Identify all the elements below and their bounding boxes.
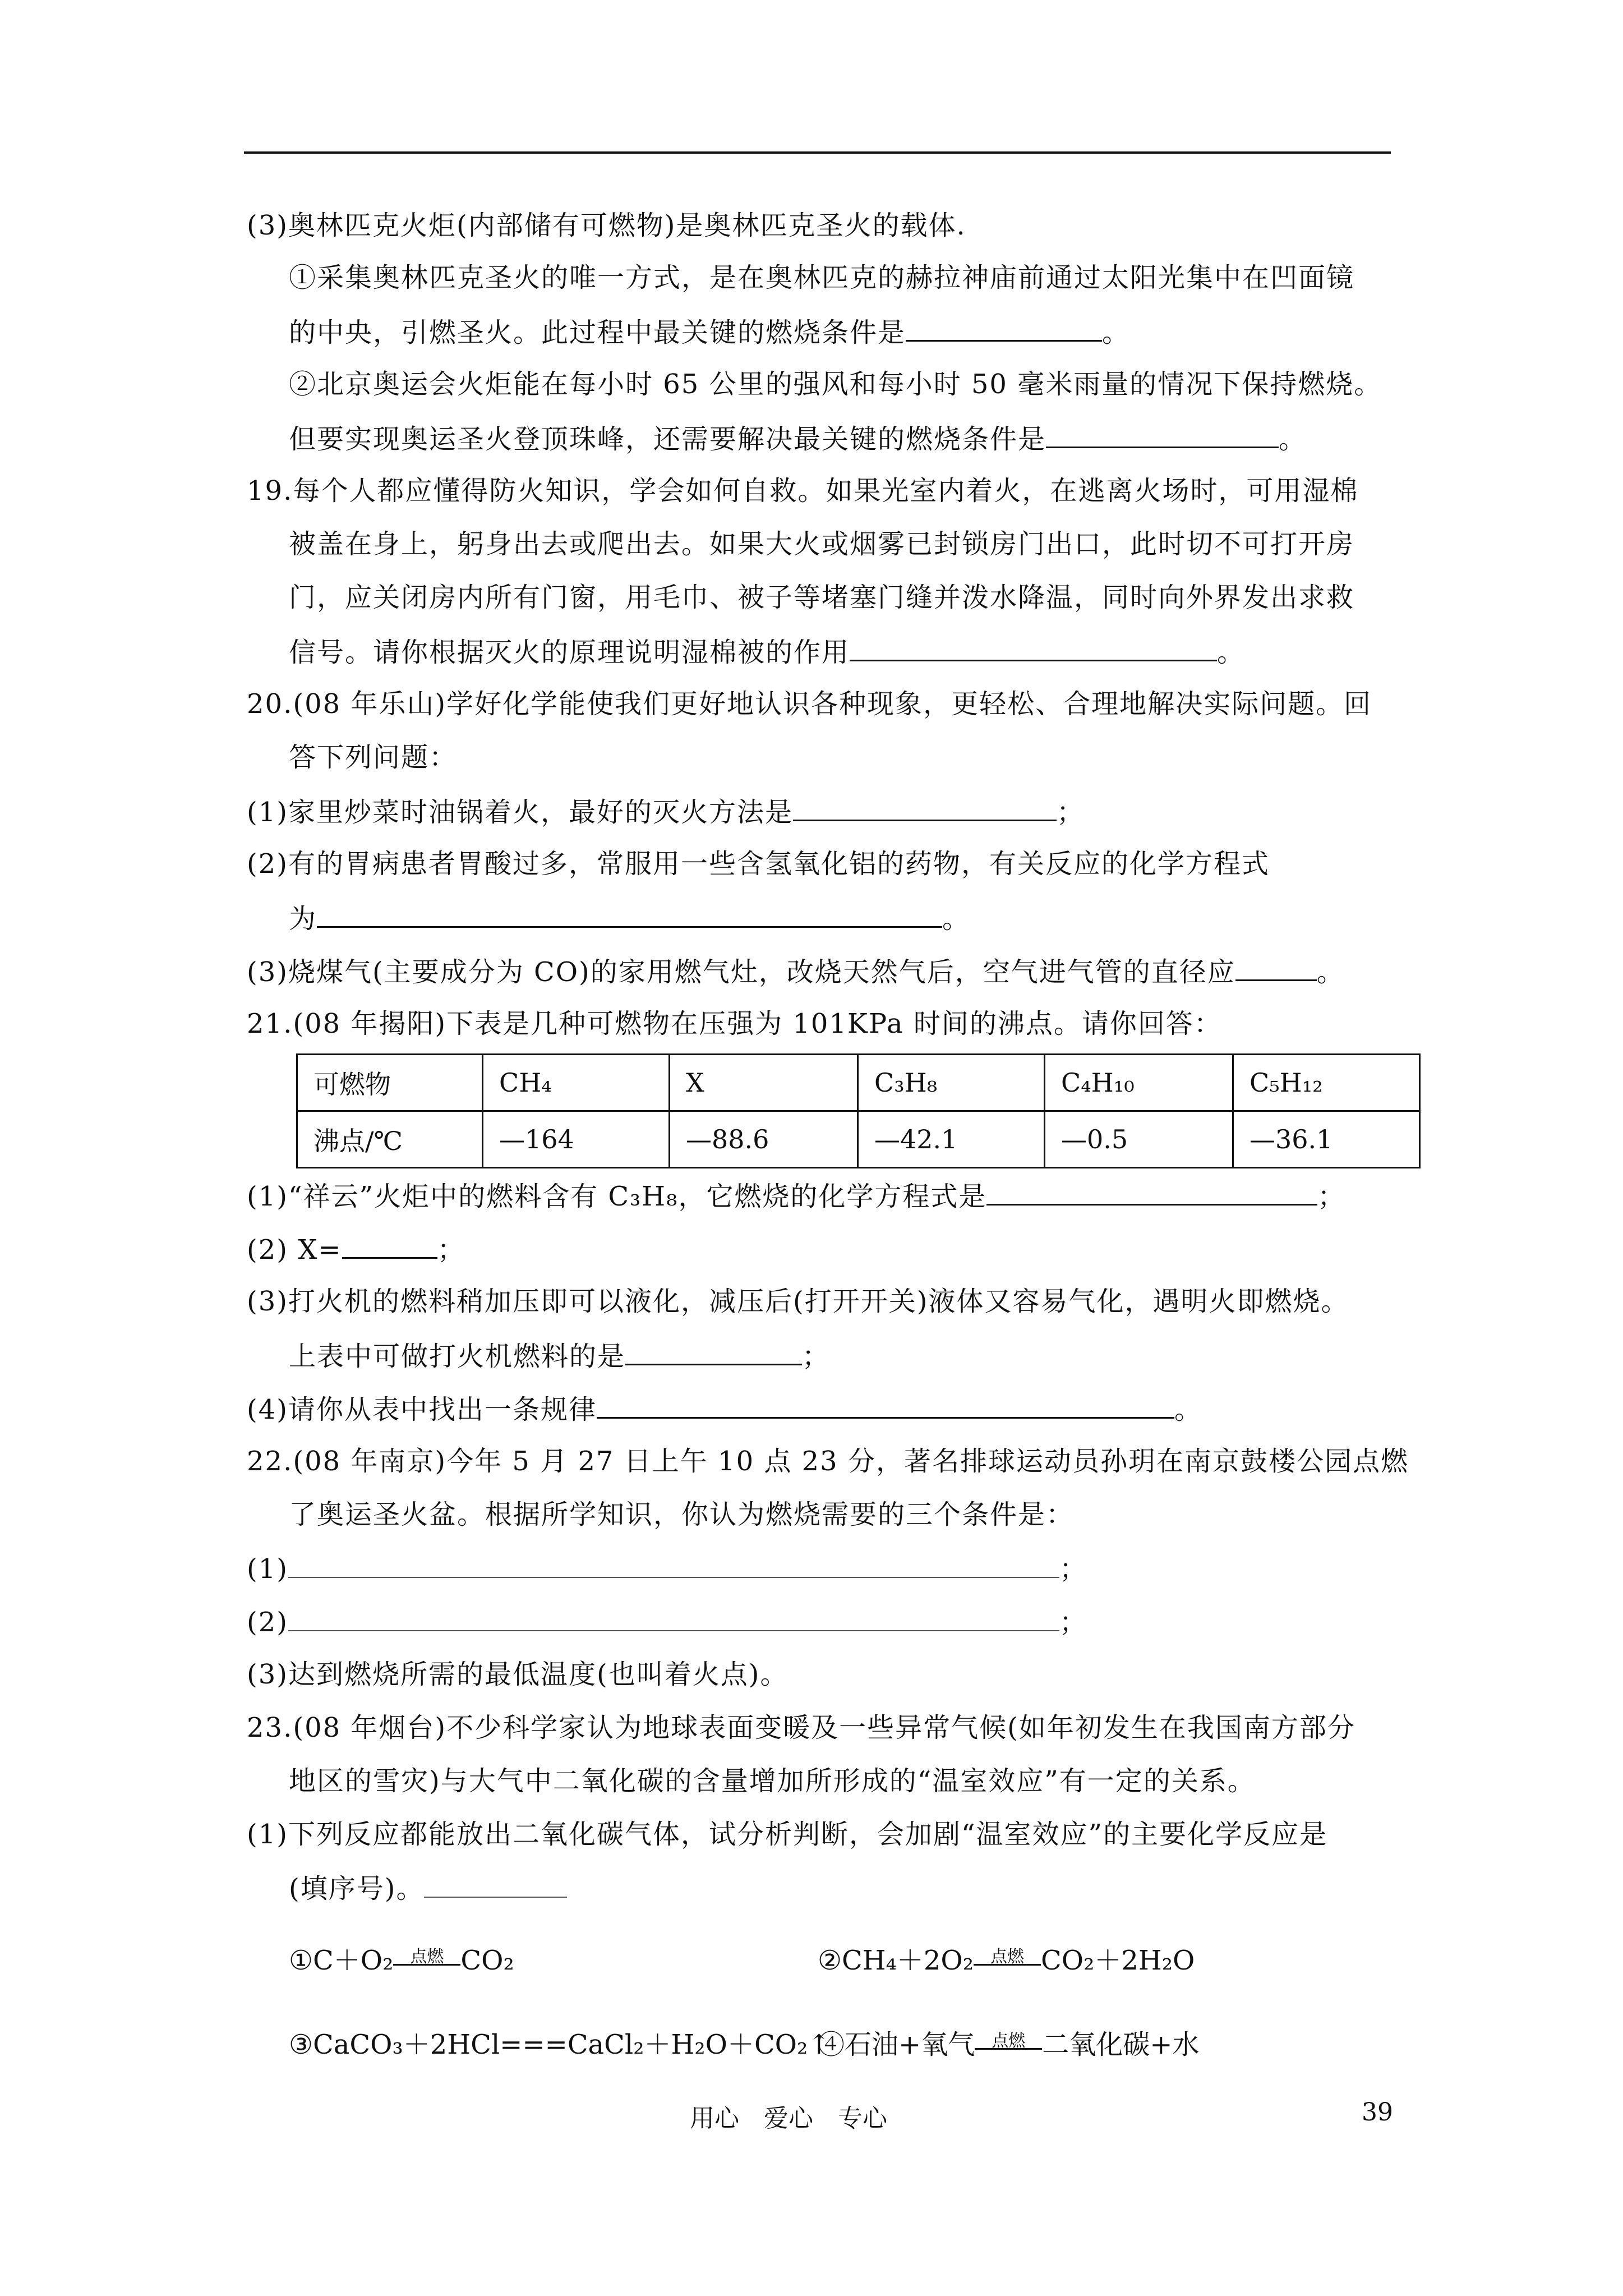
q21-part3-line1: (3)打火机的燃料稍加压即可以液化，减压后(打开开关)液体又容易气化，遇明火即燃烧。 — [247, 1286, 1349, 1317]
q21-part3-line2: 上表中可做打火机燃料的是 ； — [289, 1338, 830, 1373]
q22-part1: (1) ； — [247, 1551, 1087, 1586]
reaction-condition: 点燃 — [974, 1944, 1041, 1977]
equation-2: ②CH₄＋2O₂ 点燃 CO₂＋2H₂O — [818, 1945, 1195, 1976]
reaction-condition: 点燃 — [975, 2028, 1042, 2062]
q20-part1: (1)家里炒菜时油锅着火，最好的灭火方法是 ； — [247, 794, 1085, 829]
answer-blank[interactable] — [424, 1871, 567, 1898]
answer-blank[interactable] — [1046, 421, 1279, 448]
header-rule — [244, 151, 1391, 154]
q18-part3-b-line1: ②北京奥运会火炬能在每小时 65 公里的强风和每小时 50 毫米雨量的情况下保持燃烧。 — [289, 369, 1382, 400]
table-cell: —42.1 — [858, 1111, 1045, 1168]
table-cell: C₅H₁₂ — [1233, 1055, 1420, 1111]
q19-line2: 被盖在身上，躬身出去或爬出去。如果大火或烟雾已封锁房门出口，此时切不可打开房 — [289, 528, 1355, 560]
q20-part3: (3)烧煤气(主要成分为 CO)的家用燃气灶，改烧天然气后，空气进气管的直径应 。 — [247, 954, 1345, 989]
answer-blank[interactable] — [625, 1338, 802, 1365]
answer-blank[interactable] — [906, 314, 1102, 342]
q22-line1: 22.(08 年南京)今年 5 月 27 日上午 10 点 23 分，著名排球运动员孙玥在南京鼓楼公园点燃 — [247, 1446, 1409, 1477]
q23-part1-line1: (1)下列反应都能放出二氧化碳气体，试分析判断，会加剧“温室效应”的主要化学反应是 — [247, 1819, 1328, 1850]
q22-part3: (3)达到燃烧所需的最低温度(也叫着火点)。 — [247, 1659, 789, 1690]
q20-line1: 20.(08 年乐山)学好化学能使我们更好地认识各种现象，更轻松、合理地解决实际问题。回 — [247, 688, 1372, 720]
table-cell: C₃H₈ — [858, 1055, 1045, 1111]
q23-line1: 23.(08 年烟台)不少科学家认为地球表面变暖及一些异常气候(如年初发生在我国南方部分 — [247, 1712, 1355, 1743]
q20-part2-line2: 为 。 — [289, 900, 970, 936]
q21-part2: (2) X= ； — [247, 1231, 465, 1267]
q19-line4: 信号。请你根据灭火的原理说明湿棉被的作用 。 — [289, 634, 1245, 669]
q18-part3-a-line1: ①采集奥林匹克圣火的唯一方式，是在奥林匹克的赫拉神庙前通过太阳光集中在凹面镜 — [289, 262, 1355, 293]
footer-motto: 用心 爱心 专心 — [690, 2104, 887, 2133]
q18-part3-b-line2: 但要实现奥运圣火登顶珠峰，还需要解决最关键的燃烧条件是 。 — [289, 421, 1307, 456]
equation-4: ④石油+氧气 点燃 二氧化碳+水 — [818, 2029, 1200, 2060]
answer-blank[interactable] — [597, 1391, 1174, 1419]
q21-part1: (1)“祥云”火炬中的燃料含有 C₃H₈，它燃烧的化学方程式是 ； — [247, 1178, 1345, 1213]
q22-part2: (2) ； — [247, 1604, 1087, 1639]
reaction-condition: 点燃 — [393, 1944, 460, 1977]
answer-blank[interactable] — [317, 900, 942, 928]
q20-line2: 答下列问题： — [289, 742, 458, 773]
q22-line2: 了奥运圣火盆。根据所学知识，你认为燃烧需要的三个条件是： — [289, 1499, 1075, 1530]
q20-part2-line1: (2)有的胃病患者胃酸过多，常服用一些含氢氧化铝的药物，有关反应的化学方程式 — [247, 848, 1270, 880]
table-cell: CH₄ — [483, 1055, 670, 1111]
answer-blank[interactable] — [793, 794, 1057, 821]
table-row — [297, 1055, 1420, 1111]
table-row — [297, 1111, 1420, 1168]
table-cell: —0.5 — [1045, 1111, 1233, 1168]
answer-blank[interactable] — [986, 1178, 1317, 1205]
answer-blank[interactable] — [288, 1551, 1059, 1578]
answer-blank[interactable] — [288, 1604, 1059, 1631]
table-cell: 可燃物 — [297, 1055, 483, 1111]
q23-part1-line2: (填序号)。 — [289, 1871, 567, 1906]
answer-blank[interactable] — [850, 634, 1217, 661]
equation-1: ①C＋O₂ 点燃 CO₂ — [289, 1945, 514, 1976]
answer-blank[interactable] — [342, 1231, 437, 1259]
table-cell: 沸点/℃ — [297, 1111, 483, 1168]
table-cell: X — [670, 1055, 858, 1111]
q19-line3: 门，应关闭房内所有门窗，用毛巾、被子等堵塞门缝并泼水降温，同时向外界发出求救 — [289, 582, 1355, 613]
q18-part3: (3)奥林匹克火炬(内部储有可燃物)是奥林匹克圣火的载体. — [247, 210, 966, 241]
q21-part4: (4)请你从表中找出一条规律 。 — [247, 1391, 1202, 1427]
page-number: 39 — [1362, 2098, 1393, 2127]
table-cell: —164 — [483, 1111, 670, 1168]
table-cell: —88.6 — [670, 1111, 858, 1168]
q18-part3-a-line2: 的中央，引燃圣火。此过程中最关键的燃烧条件是 。 — [289, 314, 1130, 349]
q19-line1: 19.每个人都应懂得防火知识，学会如何自救。如果光室内着火，在逃离火场时，可用湿棉 — [247, 475, 1359, 507]
q23-line2: 地区的雪灾)与大气中二氧化碳的含量增加所形成的“温室效应”有一定的关系。 — [289, 1765, 1256, 1797]
q21-line1: 21.(08 年揭阳)下表是几种可燃物在压强为 101KPa 时间的沸点。请你回答： — [247, 1008, 1222, 1039]
table-cell: —36.1 — [1233, 1111, 1420, 1168]
equation-3: ③CaCO₃＋2HCl===CaCl₂＋H₂O＋CO₂↑ — [289, 2029, 831, 2060]
boiling-point-table — [296, 1053, 1421, 1168]
table-cell: C₄H₁₀ — [1045, 1055, 1233, 1111]
answer-blank[interactable] — [1235, 954, 1317, 981]
